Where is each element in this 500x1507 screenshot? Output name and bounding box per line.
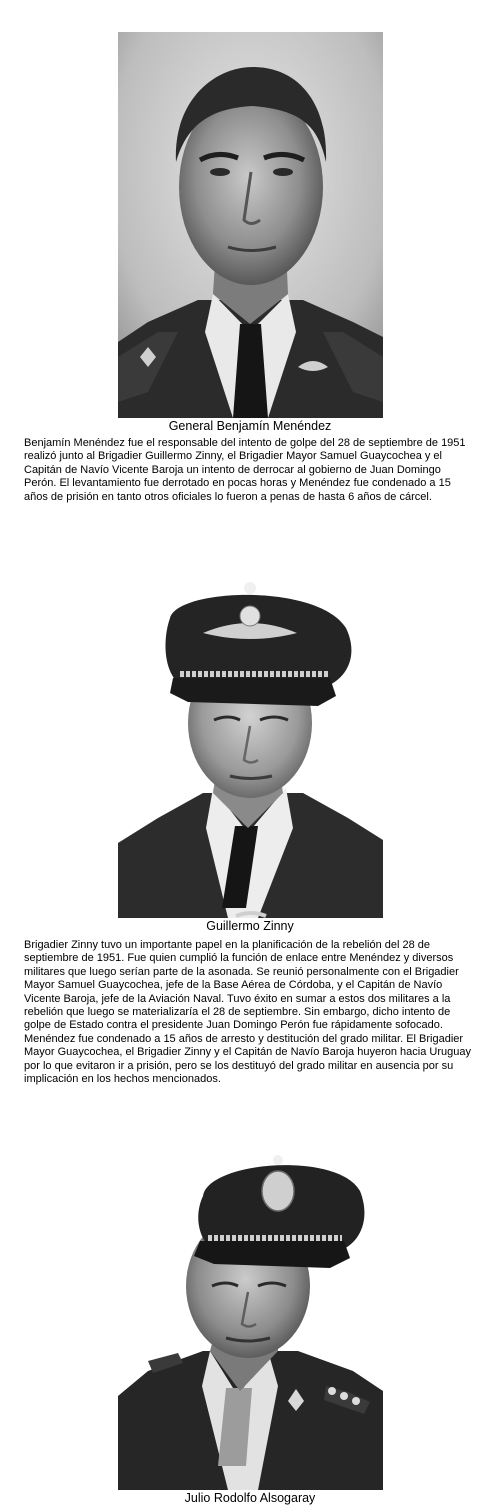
portrait-alsogaray-image: [118, 1146, 383, 1490]
caption-alsogaray: Julio Rodolfo Alsogaray: [184, 1491, 316, 1505]
portrait-photo-zinny: [118, 578, 383, 918]
portrait-zinny-image: [118, 578, 383, 918]
bio-menendez: Benjamín Menéndez fue el responsable del intento de golpe del 28 de septiembre de 1951 realizó junto al Brigadier Guillermo Zinny, el Brigadier Mayor Samuel Guaycochea y el Capitán de Navío Vicente Baroja un intento de derrocar al gobierno de Juan Domingo Perón. El levantamiento fue derrotado en pocas horas y Menéndez fue condenado a 15 años de prisión en tanto otros oficiales lo fueron a penas de hasta 6 años de cárcel.: [24, 437, 466, 503]
portrait-photo-menendez: [118, 32, 383, 418]
caption-zinny: Guillermo Zinny: [206, 919, 294, 933]
caption-menendez: General Benjamín Menéndez: [168, 419, 332, 433]
bio-zinny: Brigadier Zinny tuvo un importante papel en la planificación de la rebelión del 28 de septiembre de 1951. Fue quien cumplió la función de enlace entre Menéndez y diversos militares que luego serían parte de la asonada. Se reunió personalmente con el Brigadier Mayor Samuel Guaycochea, jefe de la Base Aérea de Córdoba, y el Capitán de Navío Vicente Baroja, jefe de la Aviación Naval. Tuvo éxito en sumar a estos dos militares a la rebelión que luego se materializaría el 28 de septiembre. Sin embargo, dicho intento de golpe de Estado contra el presidente Juan Domingo Perón fue rápidamente sofocado. Menéndez fue condenado a 15 años de arresto y destitución del grado militar. El Brigadier Mayor Guaycochea, el Brigadier Zinny y el Capitán de Navío Baroja huyeron hacia Uruguay por lo que evitaron ir a prisión, pero se los destituyó del grado militar en ausencia por su implicación en los hechos mencionados.: [24, 939, 471, 1086]
portrait-menendez-image: [118, 32, 383, 418]
portrait-photo-alsogaray: [118, 1146, 383, 1490]
